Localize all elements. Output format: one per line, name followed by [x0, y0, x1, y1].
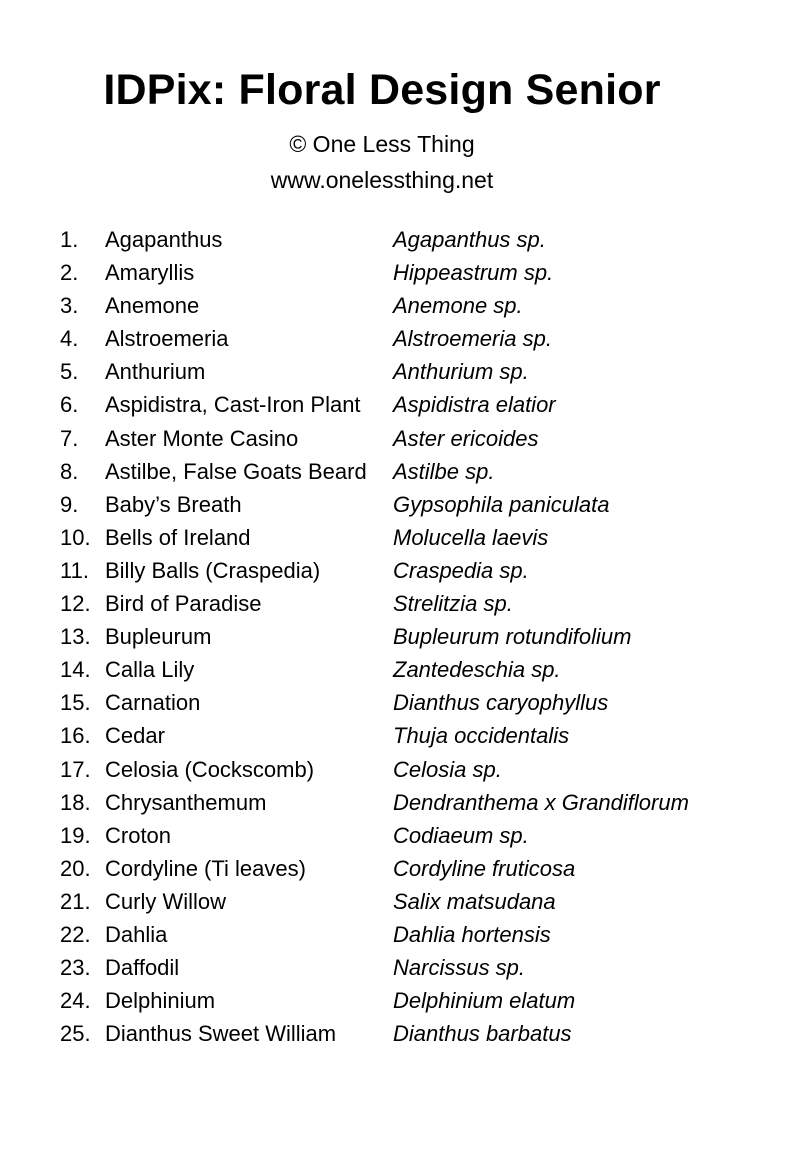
list-item — [0, 490, 800, 523]
item-number: 23. — [60, 955, 91, 981]
scientific-name: Anthurium sp. — [393, 359, 529, 385]
item-number: 7. — [60, 425, 79, 451]
scientific-name: Aspidistra elatior — [393, 392, 556, 418]
scientific-name: Dianthus caryophyllus — [393, 690, 609, 716]
item-number: 3. — [60, 293, 79, 319]
item-number: 22. — [60, 921, 91, 947]
common-name: Amaryllis — [105, 260, 195, 286]
list-item — [0, 589, 800, 622]
scientific-name: Salix matsudana — [393, 888, 556, 914]
item-number: 5. — [60, 359, 79, 385]
scientific-name: Zantedeschia sp. — [393, 657, 561, 683]
common-name: Bird of Paradise — [105, 591, 262, 617]
list-item — [0, 258, 800, 291]
item-number: 4. — [60, 326, 79, 352]
common-name: Croton — [105, 822, 172, 848]
item-number: 6. — [60, 392, 79, 418]
list-item — [0, 622, 800, 655]
common-name: Anthurium — [105, 359, 206, 385]
common-name: Daffodil — [105, 955, 180, 981]
item-number: 20. — [60, 855, 91, 881]
list-item — [0, 324, 800, 357]
common-name: Cedar — [105, 723, 165, 749]
item-number: 10. — [60, 524, 91, 550]
common-name: Calla Lily — [105, 657, 195, 683]
item-number: 13. — [60, 624, 91, 650]
common-name: Celosia (Cockscomb) — [105, 756, 315, 782]
common-name: Delphinium — [105, 988, 216, 1014]
list-item — [0, 953, 800, 986]
list-item — [0, 357, 800, 390]
common-name: Dahlia — [105, 921, 168, 947]
list-item — [0, 821, 800, 854]
list-item — [0, 291, 800, 324]
item-number: 16. — [60, 723, 91, 749]
scientific-name: Aster ericoides — [393, 425, 539, 451]
scientific-name: Dendranthema x Grandiflorum — [393, 789, 689, 815]
item-number: 21. — [60, 888, 91, 914]
item-number: 18. — [60, 789, 91, 815]
scientific-name: Molucella laevis — [393, 524, 549, 550]
item-number: 15. — [60, 690, 91, 716]
common-name: Curly Willow — [105, 888, 226, 914]
list-item — [0, 225, 800, 258]
common-name: Bupleurum — [105, 624, 212, 650]
scientific-name: Celosia sp. — [393, 756, 502, 782]
scientific-name: Astilbe sp. — [393, 458, 495, 484]
common-name: Aster Monte Casino — [105, 425, 299, 451]
list-item — [0, 755, 800, 788]
scientific-name: Cordyline fruticosa — [393, 855, 576, 881]
list-item — [0, 424, 800, 457]
item-number: 24. — [60, 988, 91, 1014]
scientific-name: Craspedia sp. — [393, 557, 529, 583]
list-item — [0, 1019, 800, 1052]
item-number: 9. — [60, 491, 79, 517]
scientific-name: Thuja occidentalis — [393, 723, 570, 749]
common-name: Aspidistra, Cast-Iron Plant — [105, 392, 361, 418]
item-number: 19. — [60, 822, 91, 848]
item-number: 2. — [60, 260, 79, 286]
item-number: 25. — [60, 1021, 91, 1047]
list-item — [0, 854, 800, 887]
copyright-line: © One Less Thing — [289, 131, 475, 157]
list-item — [0, 457, 800, 490]
common-name: Bells of Ireland — [105, 524, 251, 550]
scientific-name: Hippeastrum sp. — [393, 260, 554, 286]
scientific-name: Agapanthus sp. — [393, 227, 546, 252]
common-name: Astilbe, False Goats Beard — [105, 458, 367, 484]
list-item — [0, 986, 800, 1019]
common-name: Carnation — [105, 690, 201, 716]
scientific-name: Delphinium elatum — [393, 988, 576, 1014]
item-number: 12. — [60, 591, 91, 617]
plant-list — [0, 225, 800, 1052]
list-item — [0, 788, 800, 821]
common-name: Chrysanthemum — [105, 789, 267, 815]
scientific-name: Strelitzia sp. — [393, 591, 513, 617]
item-number: 8. — [60, 458, 79, 484]
list-item — [0, 688, 800, 721]
list-item — [0, 523, 800, 556]
scientific-name: Codiaeum sp. — [393, 822, 529, 848]
scientific-name: Gypsophila paniculata — [393, 491, 610, 517]
list-item — [0, 721, 800, 754]
scientific-name: Anemone sp. — [393, 293, 523, 319]
website-line: www.onelessthing.net — [270, 167, 494, 193]
item-number: 17. — [60, 756, 91, 782]
scientific-name: Bupleurum rotundifolium — [393, 624, 632, 650]
item-number: 11. — [60, 557, 89, 583]
scientific-name: Dahlia hortensis — [393, 921, 551, 947]
list-item — [0, 655, 800, 688]
list-item — [0, 556, 800, 589]
common-name: Agapanthus — [105, 227, 223, 252]
scientific-name: Alstroemeria sp. — [393, 326, 552, 352]
list-item — [0, 887, 800, 920]
common-name: Dianthus Sweet William — [105, 1021, 337, 1047]
item-number: 14. — [60, 657, 91, 683]
list-item — [0, 390, 800, 423]
common-name: Baby’s Breath — [105, 491, 242, 517]
common-name: Anemone — [105, 293, 200, 319]
common-name: Billy Balls (Craspedia) — [105, 557, 321, 583]
item-number: 1. — [60, 227, 79, 252]
common-name: Cordyline (Ti leaves) — [105, 855, 306, 881]
page-title: IDPix: Floral Design Senior — [103, 66, 661, 114]
scientific-name: Dianthus barbatus — [393, 1021, 572, 1047]
common-name: Alstroemeria — [105, 326, 229, 352]
list-item — [0, 920, 800, 953]
scientific-name: Narcissus sp. — [393, 955, 526, 981]
